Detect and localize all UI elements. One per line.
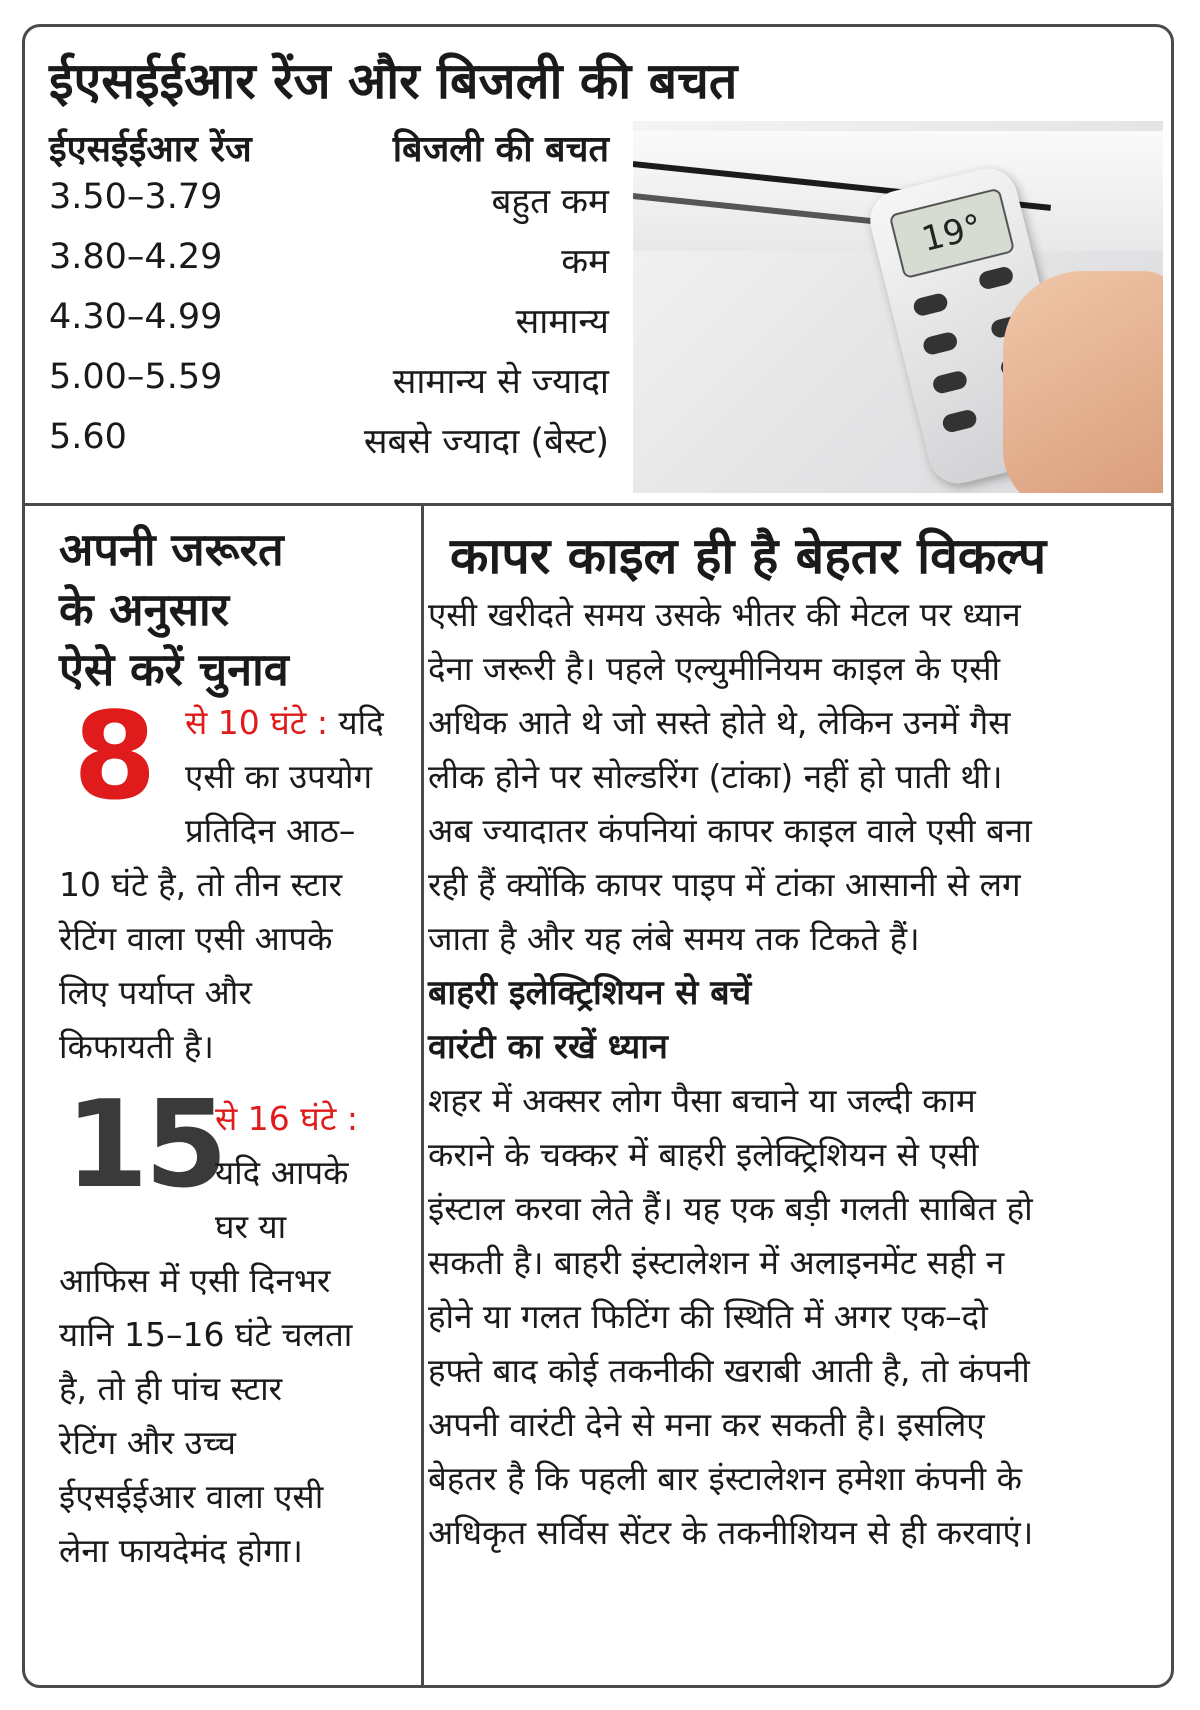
tip1-text: एसी का उपयोग bbox=[185, 757, 373, 796]
remote-button bbox=[912, 292, 949, 318]
subheading-warranty: वारंटी का रखें ध्यान bbox=[428, 1027, 668, 1067]
guide-heading-line: ऐसे करें चुनाव bbox=[59, 643, 289, 696]
article-paragraph-2 bbox=[428, 1074, 1148, 1560]
saving-value: बहुत कम bbox=[491, 182, 609, 222]
tip2-text: रेटिंग और उच्च bbox=[59, 1423, 236, 1462]
tip2-text: घर या bbox=[215, 1207, 287, 1246]
paragraph-line: देना जरूरी है। पहले एल्युमीनियम काइल के एसी bbox=[428, 649, 1001, 688]
table-row bbox=[49, 357, 609, 409]
paragraph-line: होने या गलत फिटिंग की स्थिति में अगर एक–दो bbox=[428, 1297, 988, 1336]
paragraph-line: अपनी वारंटी देने से मना कर सकती है। इसलिए bbox=[428, 1405, 985, 1444]
guide-heading-line: के अनुसार bbox=[59, 583, 230, 636]
paragraph-line: अधिकृत सर्विस सेंटर के तकनीशियन से ही करवाएं। bbox=[428, 1513, 1034, 1552]
selection-guide-column bbox=[25, 506, 421, 1685]
paragraph-line: इंस्टाल करवा लेते हैं। यह एक बड़ी गलती साबित हो bbox=[428, 1189, 1033, 1228]
hand-illustration bbox=[1003, 271, 1163, 493]
tip2-text: लेना फायदेमंद होगा। bbox=[59, 1531, 303, 1570]
paragraph-line: सकती है। बाहरी इंस्टालेशन में अलाइनमेंट सही न bbox=[428, 1243, 1005, 1282]
tip1-lead: से 10 घंटे : bbox=[185, 703, 329, 742]
ac-remote-photo bbox=[633, 121, 1163, 493]
table-row bbox=[49, 417, 609, 469]
copper-coil-column bbox=[424, 506, 1171, 1685]
table-row bbox=[49, 237, 609, 289]
remote-button bbox=[931, 369, 968, 395]
subheading-electrician: बाहरी इलेक्ट्रिशियन से बचें bbox=[428, 973, 752, 1013]
eseer-section bbox=[25, 27, 1171, 503]
article-heading: कापर काइल ही है बेहतर विकल्प bbox=[450, 527, 1047, 585]
tip2-text: यदि आपके bbox=[215, 1153, 349, 1192]
tip1-lead-line bbox=[185, 696, 384, 750]
tip1-text: रेटिंग वाला एसी आपके bbox=[59, 919, 333, 958]
saving-value: सबसे ज्यादा (बेस्ट) bbox=[363, 422, 609, 462]
tip1-text: प्रतिदिन आठ– bbox=[185, 811, 356, 850]
tip2-text: यानि 15–16 घंटे चलता bbox=[59, 1315, 353, 1354]
tip-number-15: 15 bbox=[65, 1076, 224, 1215]
paragraph-line: एसी खरीदते समय उसके भीतर की मेटल पर ध्यान bbox=[428, 595, 1021, 634]
remote-button bbox=[977, 265, 1014, 291]
guide-heading-line: अपनी जरूरत bbox=[59, 523, 284, 576]
article-frame bbox=[22, 24, 1174, 1688]
saving-value: कम bbox=[561, 242, 609, 282]
range-value: 3.80–4.29 bbox=[49, 237, 223, 277]
range-value: 5.60 bbox=[49, 417, 127, 457]
column-header-range: ईएसईईआर रेंज bbox=[49, 129, 252, 170]
guide-heading bbox=[59, 520, 289, 700]
article-paragraph-1 bbox=[428, 588, 1148, 966]
range-value: 4.30–4.99 bbox=[49, 297, 223, 337]
tip2-text: है, तो ही पांच स्टार bbox=[59, 1369, 283, 1408]
table-row bbox=[49, 297, 609, 349]
paragraph-line: रही हैं क्योंकि कापर पाइप में टांका आसानी से लग bbox=[428, 865, 1021, 904]
section-title: ईएसईईआर रेंज और बिजली की बचत bbox=[49, 52, 738, 110]
range-value: 3.50–3.79 bbox=[49, 177, 223, 217]
tip1-text: लिए पर्याप्त और bbox=[59, 973, 252, 1012]
paragraph-line: अधिक आते थे जो सस्ते होते थे, लेकिन उनमें गैस bbox=[428, 703, 1011, 742]
paragraph-line: हफ्ते बाद कोई तकनीकी खराबी आती है, तो कंपनी bbox=[428, 1351, 1030, 1390]
paragraph-line: जाता है और यह लंबे समय तक टिकते हैं। bbox=[428, 919, 920, 958]
remote-display: 19° bbox=[889, 188, 1016, 280]
tip-number-8: 8 bbox=[73, 688, 157, 827]
column-header-saving: बिजली की बचत bbox=[392, 129, 609, 170]
remote-button bbox=[922, 331, 959, 357]
saving-value: सामान्य bbox=[515, 302, 609, 342]
paragraph-line: लीक होने पर सोल्डरिंग (टांका) नहीं हो पाती थी। bbox=[428, 757, 1003, 796]
paragraph-line: अब ज्यादातर कंपनियां कापर काइल वाले एसी बना bbox=[428, 811, 1032, 850]
tip1-text: यदि bbox=[338, 703, 384, 742]
tip2-text: आफिस में एसी दिनभर bbox=[59, 1261, 331, 1300]
range-value: 5.00–5.59 bbox=[49, 357, 223, 397]
remote-button bbox=[941, 408, 978, 434]
paragraph-line: बेहतर है कि पहली बार इंस्टालेशन हमेशा कंपनी के bbox=[428, 1459, 1022, 1498]
paragraph-line: शहर में अक्सर लोग पैसा बचाने या जल्दी काम bbox=[428, 1081, 976, 1120]
saving-value: सामान्य से ज्यादा bbox=[392, 362, 609, 402]
table-row bbox=[49, 177, 609, 229]
tip2-lead: से 16 घंटे : bbox=[215, 1099, 359, 1138]
tip2-text: ईएसईईआर वाला एसी bbox=[59, 1477, 324, 1516]
tip1-text: 10 घंटे है, तो तीन स्टार bbox=[59, 865, 343, 904]
paragraph-line: कराने के चक्कर में बाहरी इलेक्ट्रिशियन से एसी bbox=[428, 1135, 979, 1174]
tip1-text: किफायती है। bbox=[59, 1027, 214, 1066]
